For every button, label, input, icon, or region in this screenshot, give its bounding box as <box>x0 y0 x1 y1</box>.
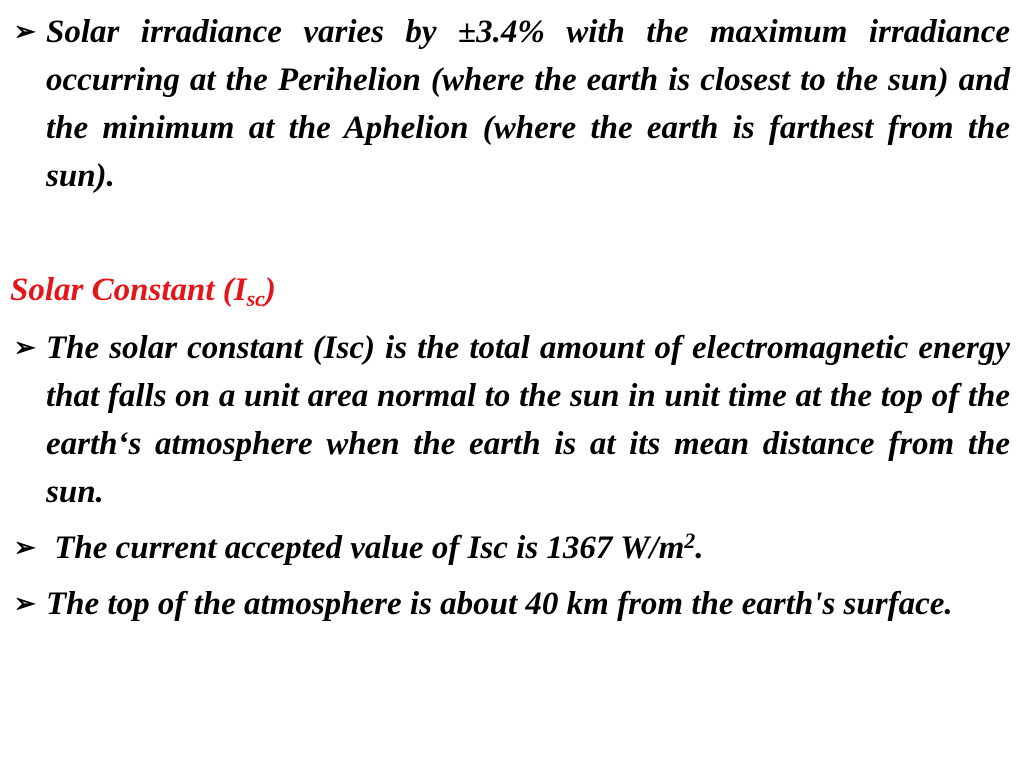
accepted-value-text: The current accepted value of Isc is 1367 W/m <box>46 530 685 566</box>
irradiance-paragraph: Solar irradiance varies by ±3.4% with the maximum irradiance occurring at the Perihelion (where the earth is closest to the sun) and the minimum at the Aphelion (where the earth is farthest from the sun). <box>46 14 1010 194</box>
section-heading <box>10 266 276 323</box>
arrow-bullet-icon: ➢ <box>14 533 36 562</box>
bullet-atmosphere-top <box>14 580 1010 628</box>
arrow-bullet-icon: ➢ <box>14 589 36 618</box>
heading-close: ) <box>264 272 276 308</box>
heading-text: Solar Constant (I <box>10 272 247 308</box>
definition-paragraph: The solar constant (Isc) is the total amount of electromagnetic energy that falls on a unit area normal to the sun in unit time at the top of the earth‘s atmosphere when the earth is at its mean distance from the sun. <box>46 330 1010 510</box>
bullet-accepted-value <box>14 524 1010 572</box>
accepted-value-paragraph <box>46 524 1010 572</box>
atmosphere-paragraph: The top of the atmosphere is about 40 km from the earth's surface. <box>46 586 953 622</box>
bullet-irradiance <box>14 8 1010 200</box>
accepted-value-suffix: . <box>695 530 704 566</box>
bullet-solar-constant-definition <box>14 324 1010 516</box>
heading-subscript: sc <box>246 286 265 311</box>
unit-superscript: 2 <box>684 528 696 553</box>
arrow-bullet-icon: ➢ <box>14 17 36 46</box>
arrow-bullet-icon: ➢ <box>14 333 36 362</box>
